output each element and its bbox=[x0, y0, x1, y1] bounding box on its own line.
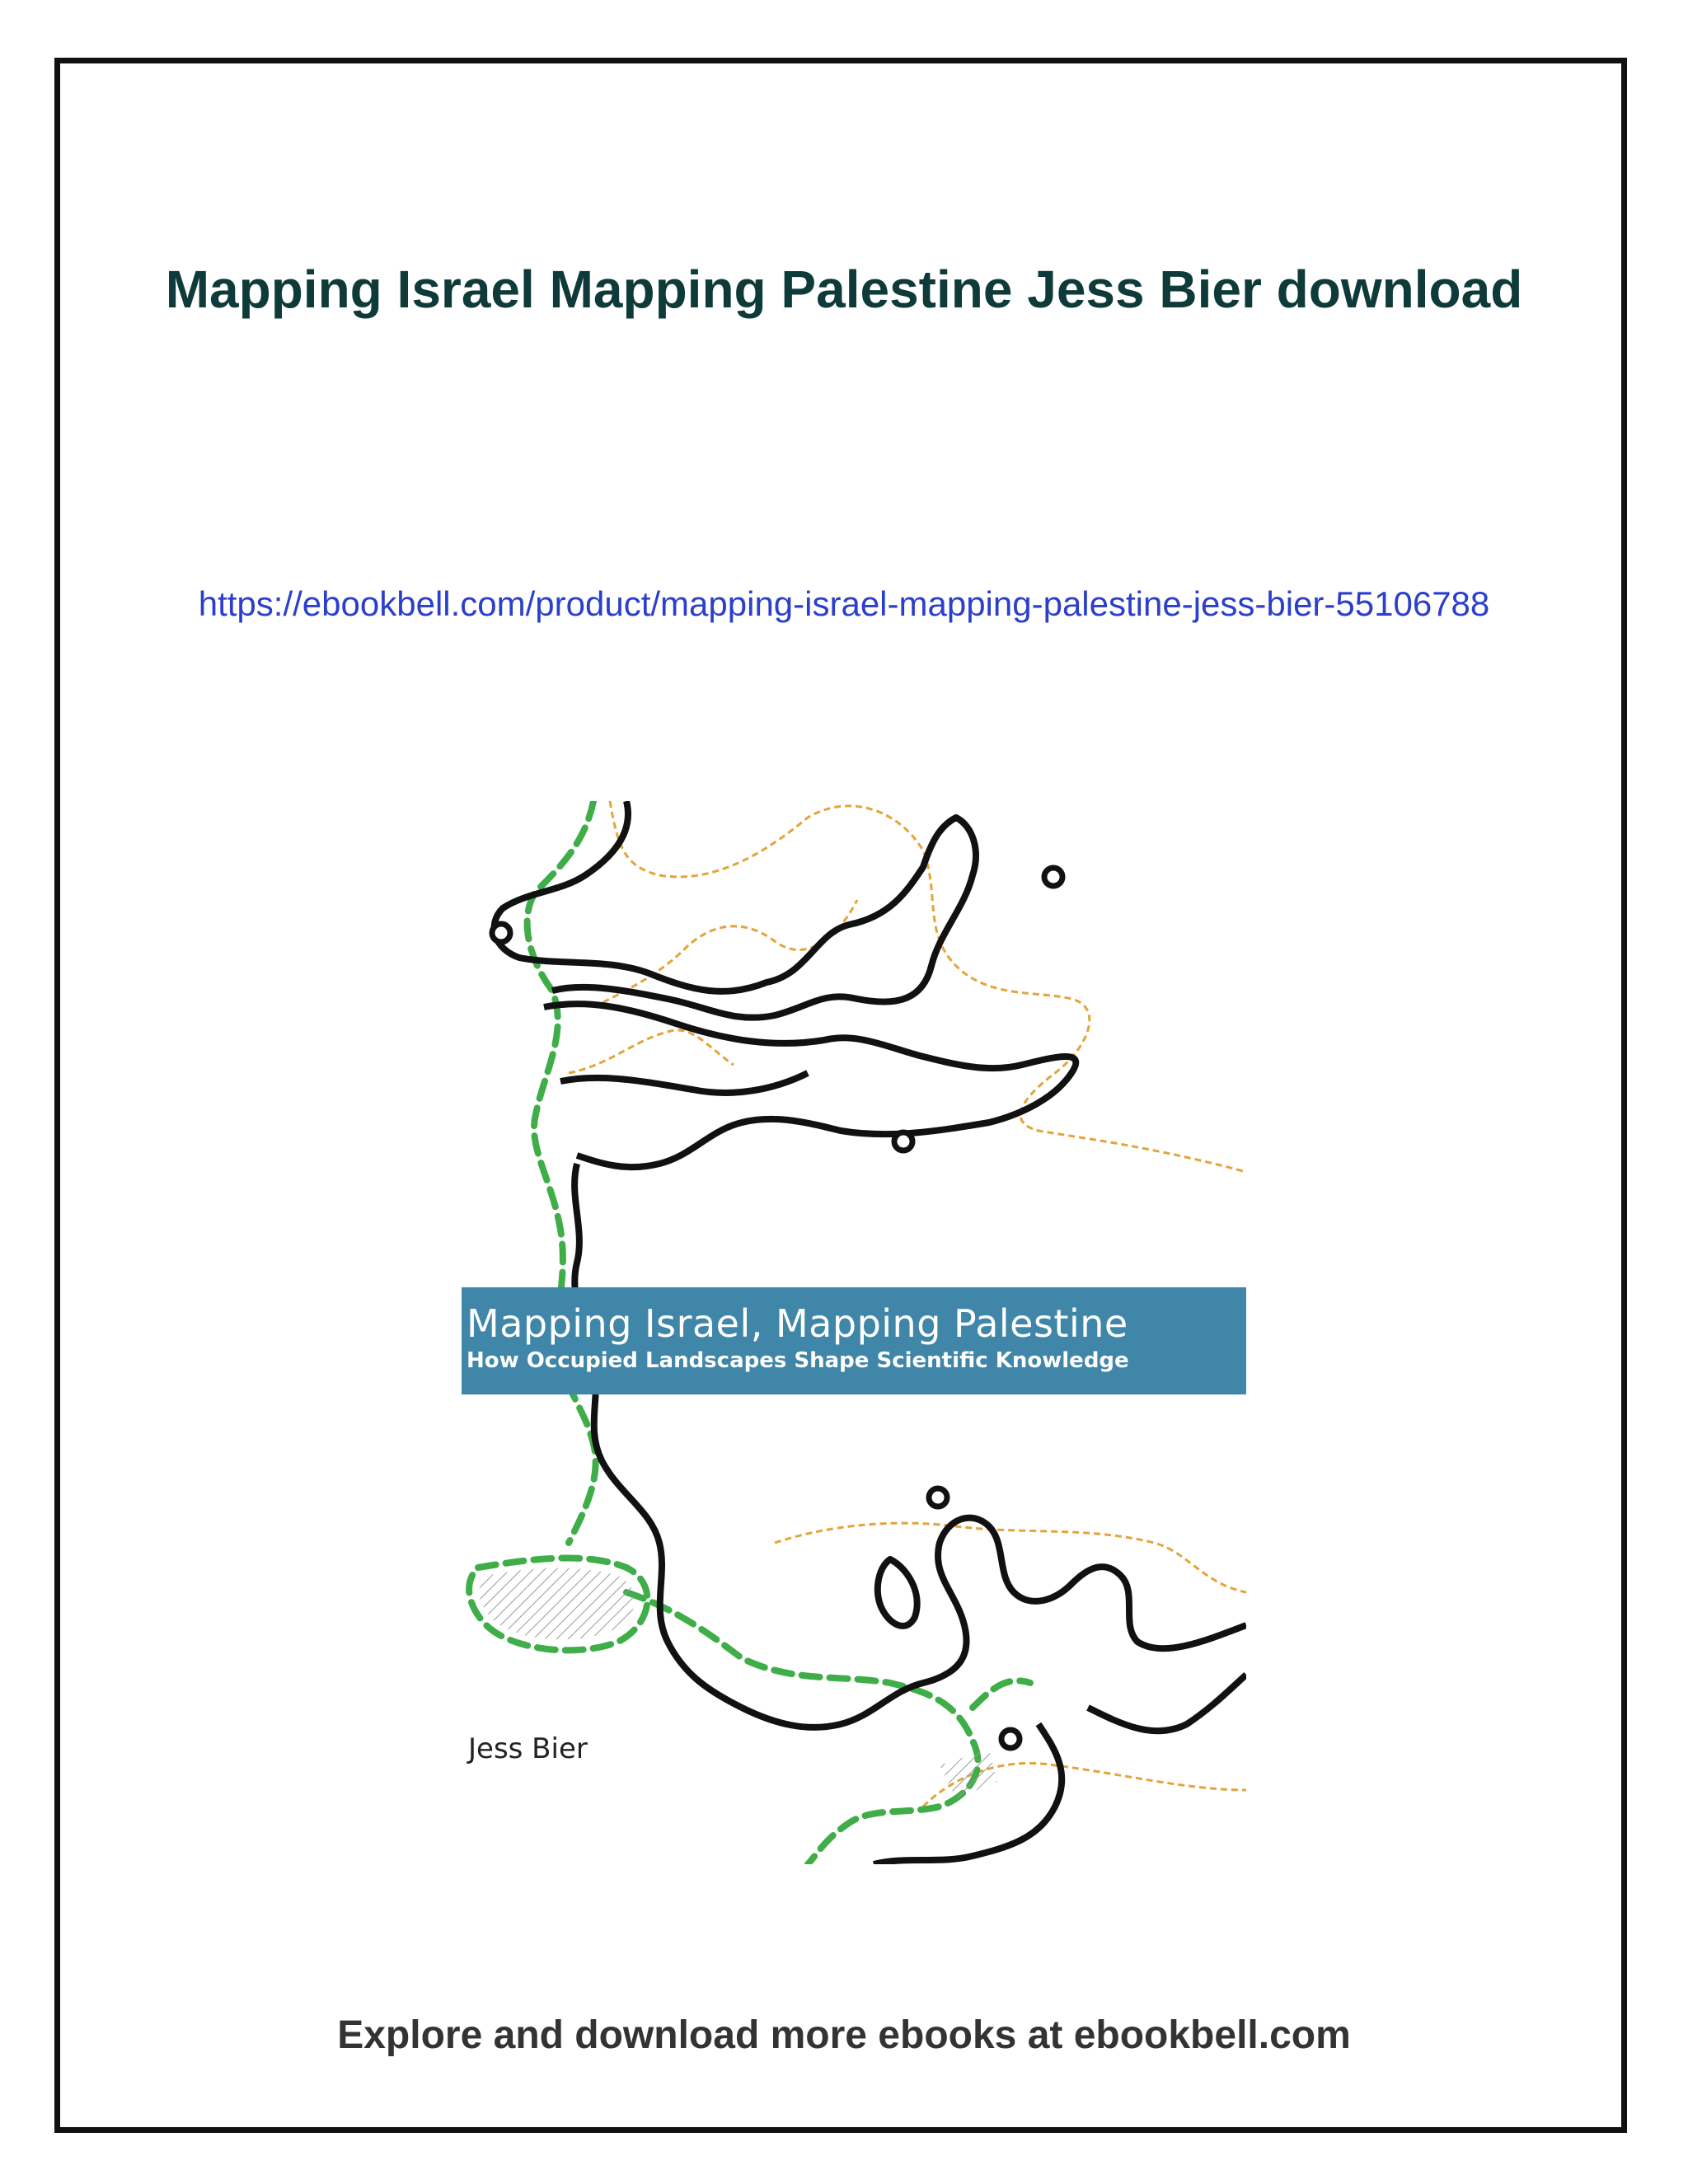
black-outline-islet bbox=[878, 1559, 917, 1626]
black-outline-coast bbox=[1088, 1675, 1246, 1731]
green-line-west bbox=[528, 801, 596, 1543]
city-marker-northwest bbox=[492, 924, 510, 942]
hatched-zone-west bbox=[479, 1568, 635, 1640]
cover-title: Mapping Israel, Mapping Palestine bbox=[467, 1301, 1128, 1346]
black-outline-southeast bbox=[874, 1724, 1062, 1864]
orange-boundary-inner bbox=[569, 1030, 734, 1073]
city-marker-south bbox=[929, 1488, 947, 1507]
product-link[interactable]: https://ebookbell.com/product/mapping-israel-mapping-palestine-jess-bier-55106788 bbox=[198, 584, 1490, 623]
hatched-zone-southeast bbox=[940, 1749, 997, 1798]
book-cover bbox=[462, 801, 1246, 1864]
black-outline-north bbox=[495, 801, 976, 1018]
page-title: Mapping Israel Mapping Palestine Jess Bier download bbox=[165, 260, 1523, 319]
green-line-east bbox=[973, 1680, 1030, 1708]
cover-author: Jess Bier bbox=[468, 1732, 588, 1765]
black-outline-valley bbox=[560, 1073, 808, 1093]
cover-title-banner bbox=[462, 1287, 1246, 1394]
city-marker-central bbox=[894, 1132, 912, 1151]
city-marker-southeast bbox=[1001, 1730, 1020, 1748]
cover-subtitle: How Occupied Landscapes Shape Scientific Knowledge bbox=[467, 1348, 1129, 1373]
black-outline-ridge bbox=[544, 1004, 1076, 1167]
city-marker-northeast bbox=[1044, 868, 1062, 886]
footer-text: Explore and download more ebooks at ebookbell.com bbox=[337, 2013, 1351, 2057]
